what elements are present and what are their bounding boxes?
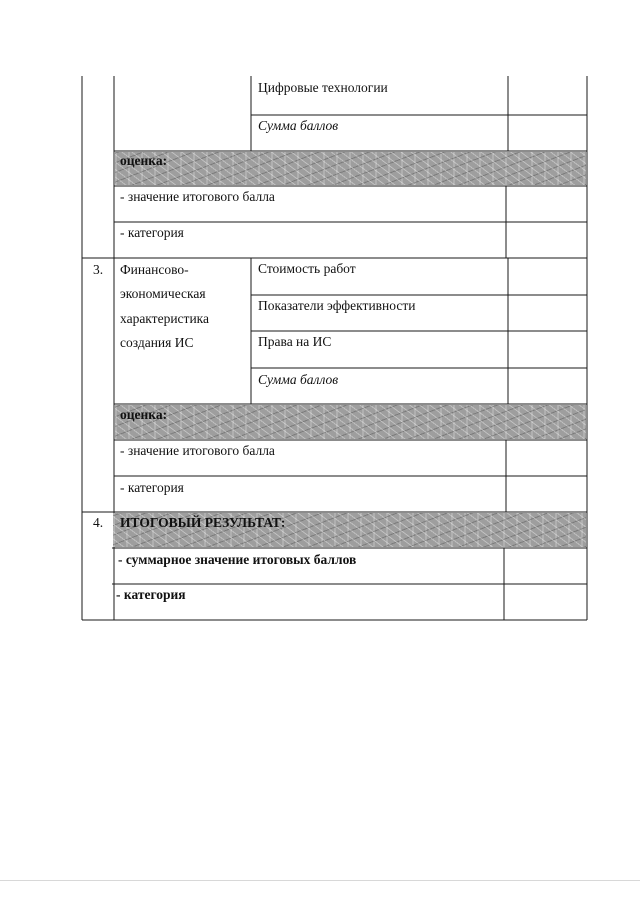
final-result-header: ИТОГОВЫЙ РЕЗУЛЬТАТ:: [120, 515, 286, 530]
section-number-4: 4.: [93, 515, 104, 530]
final-score-label-1: - значение итогового балла: [120, 189, 275, 204]
assessment-band-2: [115, 405, 586, 439]
final-score-label-2: - значение итогового балла: [120, 443, 275, 458]
criterion-digital-tech: Цифровые технологии: [258, 80, 388, 95]
assessment-band-1: [115, 152, 586, 185]
section-3-title-line-2: экономическая: [120, 286, 206, 301]
assessment-header-1: оценка:: [120, 153, 168, 168]
section-3-title-line-1: Финансово-: [120, 262, 189, 277]
sum-of-points-1: Сумма баллов: [258, 118, 339, 133]
page-edge-rule: [0, 880, 640, 881]
criterion-efficiency-indicators: Показатели эффективности: [258, 298, 416, 313]
category-label-2: - категория: [120, 480, 184, 495]
assessment-header-2: оценка:: [120, 407, 168, 422]
category-label-1: - категория: [120, 225, 184, 240]
section-3-title-line-3: характеристика: [120, 311, 210, 326]
criterion-ip-rights: Права на ИС: [258, 334, 332, 349]
sum-of-points-2: Сумма баллов: [258, 372, 339, 387]
section-number-3: 3.: [93, 262, 104, 277]
final-category-label: - категория: [116, 587, 186, 602]
section-3-title-line-4: создания ИС: [120, 335, 194, 350]
criterion-work-cost: Стоимость работ: [258, 261, 356, 276]
total-score-label: - суммарное значение итоговых баллов: [118, 552, 357, 567]
